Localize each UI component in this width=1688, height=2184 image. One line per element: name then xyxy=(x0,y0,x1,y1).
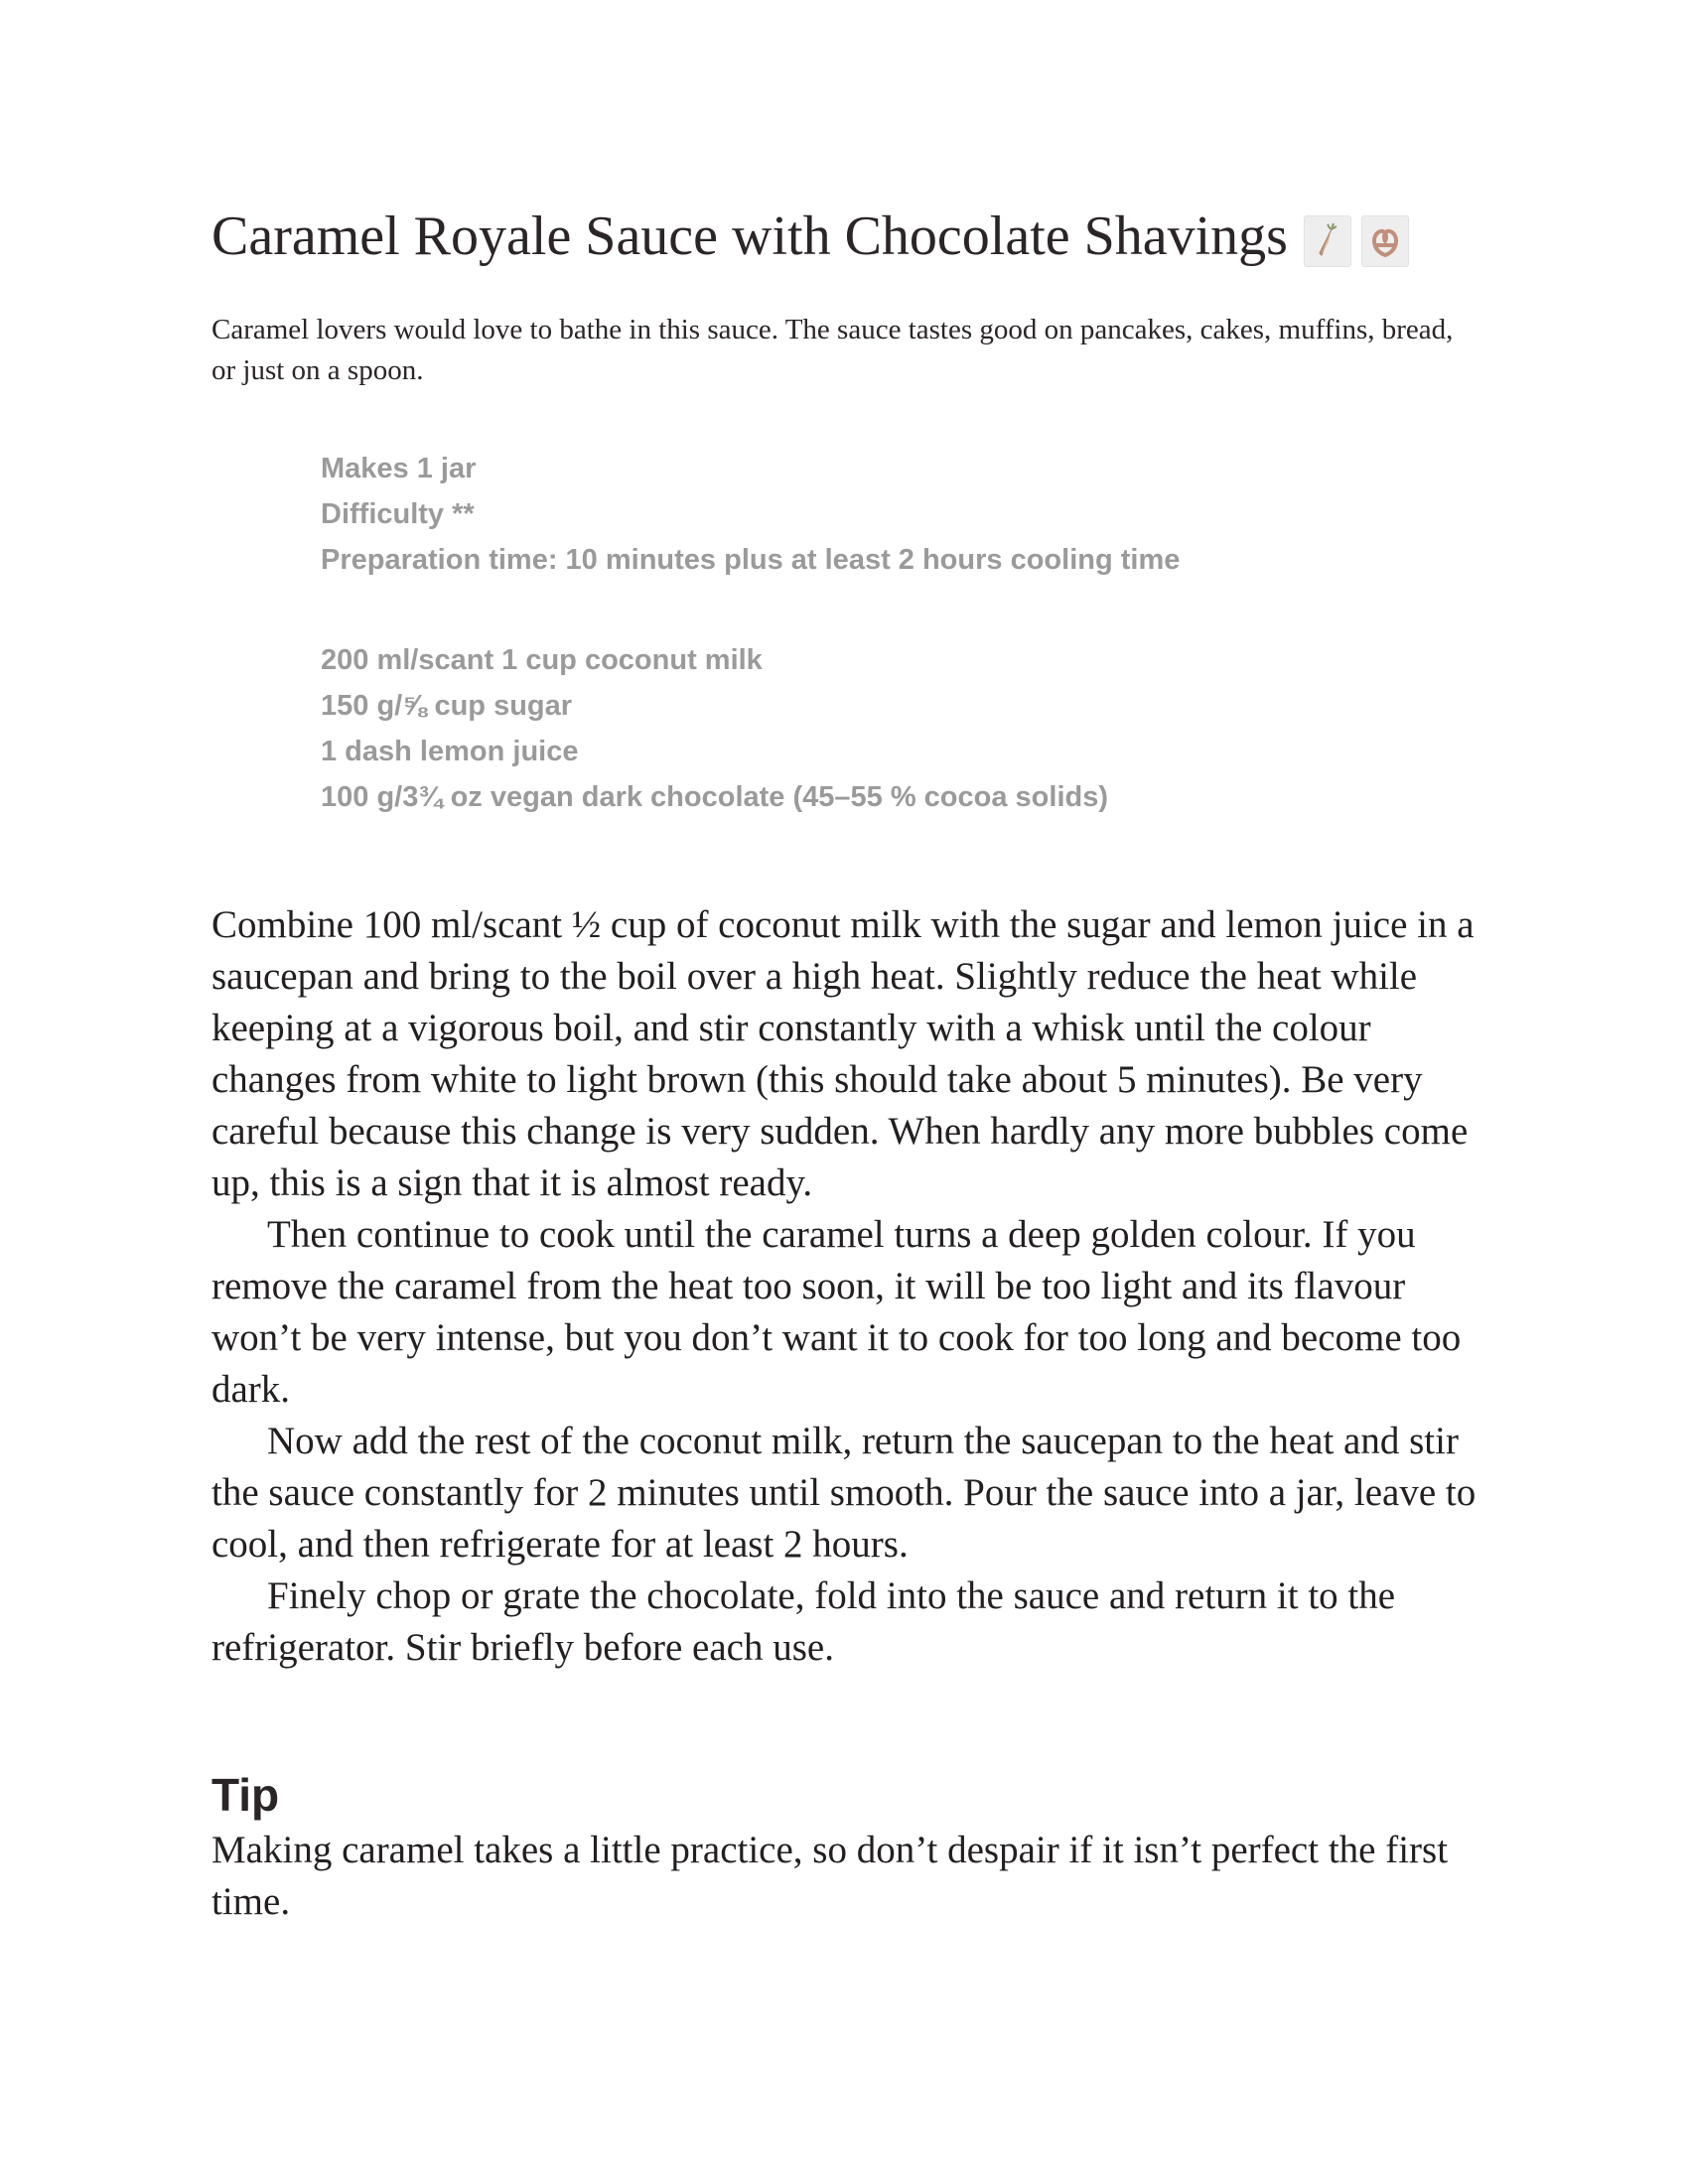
pretzel-icon xyxy=(1361,215,1409,267)
prep-time-label: Preparation time: 10 minutes plus at least 2 hours cooling time xyxy=(321,544,1181,576)
difficulty-label: Difficulty ** xyxy=(321,498,475,530)
method-paragraph: Now add the rest of the coconut milk, return the saucepan to the heat and stir the sauce constantly for 2 minutes until smooth. Pour the sauce into a jar, leave to cool, and then refrigerate for at least 2 hours. xyxy=(211,1420,1477,1566)
recipe-title: Caramel Royale Sauce with Chocolate Shavings xyxy=(211,205,1288,267)
ingredient-item: 150 g/⅝ cup sugar xyxy=(321,690,573,722)
recipe-tag-icons xyxy=(1304,215,1409,267)
ingredient-item: 1 dash lemon juice xyxy=(321,736,579,767)
title-row xyxy=(211,197,1409,276)
ingredient-item: 200 ml/scant 1 cup coconut milk xyxy=(321,644,763,676)
method-text xyxy=(211,899,1492,1674)
recipe-intro: Caramel lovers would love to bathe in this sauce. The sauce tastes good on pancakes, cakes, muffins, bread, or just on a spoon. xyxy=(211,314,1454,386)
carrot-icon xyxy=(1304,215,1351,267)
method-paragraph: Combine 100 ml/scant ½ cup of coconut milk with the sugar and lemon juice in a saucepan and bring to the boil over a high heat. Slightly reduce the heat while keeping at a vigorous boil, and stir constantly with a whisk until the colour changes from white to light brown (this should take about 5 minutes). Be very careful because this change is very sudden. When hardly any more bubbles come up, this is a sign that it is almost ready. xyxy=(211,903,1475,1204)
recipe-meta xyxy=(321,446,1180,583)
makes-label: Makes 1 jar xyxy=(321,453,477,484)
tip-text: Making caramel takes a little practice, so don’t despair if it isn’t perfect the first time. xyxy=(211,1829,1449,1923)
ingredient-item: 100 g/3¾ oz vegan dark chocolate (45–55 % cocoa solids) xyxy=(321,781,1108,813)
method-paragraph: Then continue to cook until the caramel turns a deep golden colour. If you remove the caramel from the heat too soon, it will be too light and its flavour won’t be very intense, but you don’t want it to cook for too long and become too dark. xyxy=(211,1213,1462,1411)
method-paragraph: Finely chop or grate the chocolate, fold into the sauce and return it to the refrigerator. Stir briefly before each use. xyxy=(211,1574,1396,1669)
tip-heading: Tip xyxy=(211,1769,280,1821)
ingredient-list xyxy=(321,637,1108,820)
